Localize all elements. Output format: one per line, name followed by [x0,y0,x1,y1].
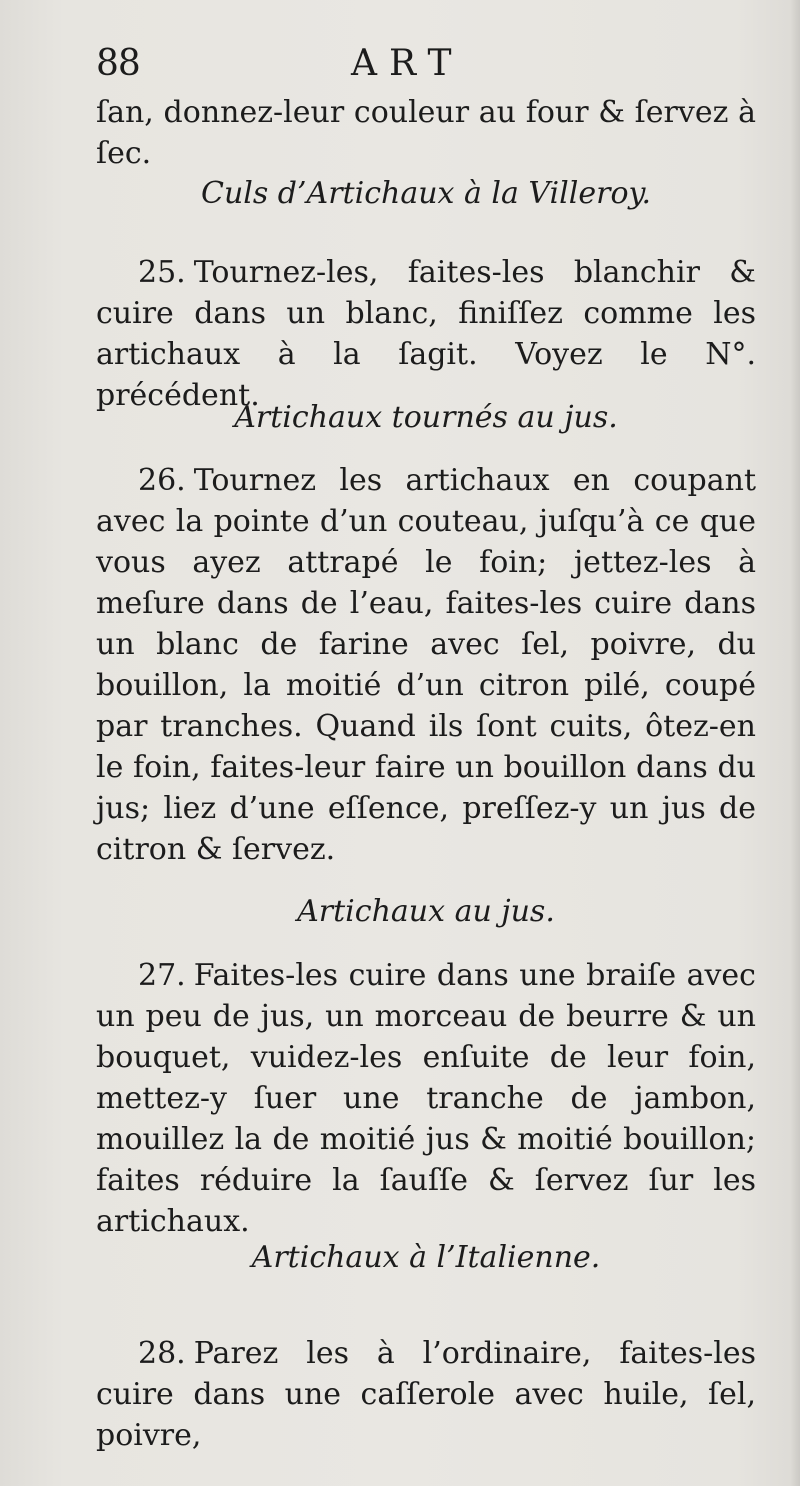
recipe-number: 28. [138,1336,186,1371]
recipe-number: 26. [138,463,186,498]
recipe-heading-text: Culs d’Artichaux à la Villeroy. [201,176,651,211]
recipe-paragraph [96,955,756,1242]
page-header [96,44,756,94]
recipe-paragraph [96,1333,756,1456]
recipe-heading [96,1238,756,1278]
recipe-number: 27. [138,958,186,993]
recipe-paragraph [96,252,756,416]
running-title: ART [351,43,464,84]
recipe-heading-text: Artichaux à l’Italienne. [251,1240,601,1275]
recipe-paragraph [96,460,756,870]
recipe-heading [96,398,756,438]
recipe-number: 25. [138,255,186,290]
recipe-text: Faites-les cuire dans une braiſe avec un peu de jus, un morceau de beurre & un bouquet, vuidez-les enſuite de leur foin, mettez-y ſuer une tranche de jambon, mouillez la de moitié jus & moitié bouillon; faites réduire la ſauſſe & ſervez ſur les artichaux. [96,958,756,1239]
page-number: 88 [96,43,140,84]
continued-paragraph: ſan, donnez-leur couleur au four & ſervez à ſec. [96,95,756,171]
recipe-text: Tournez-les, faites-les blanchir & cuire dans un blanc, finiſſez comme les artichaux à la ſagit. Voyez le N°. précédent. [96,255,756,413]
recipe-heading [96,892,756,932]
recipe-text: Tournez les artichaux en coupant avec la pointe d’un couteau, juſqu’à ce que vous ayez attrapé le foin; jettez-les à meſure dans de l’eau, faites-les cuire dans un blanc de farine avec ſel, poivre, du bouillon, la moitié d’un citron pilé, coupé par tranches. Quand ils ſont cuits, ôtez-en le foin, faites-leur faire un bouillon dans du jus; liez d’une eſſence, preſſez-y un jus de citron & ſervez. [96,463,756,867]
recipe-heading-text: Artichaux au jus. [297,894,555,929]
recipe-heading [96,174,756,214]
recipe-heading-text: Artichaux tournés au jus. [234,400,618,435]
recipe-text: Parez les à l’ordinaire, faites-les cuire dans une caſſerole avec huile, ſel, poivre, [96,1336,756,1453]
